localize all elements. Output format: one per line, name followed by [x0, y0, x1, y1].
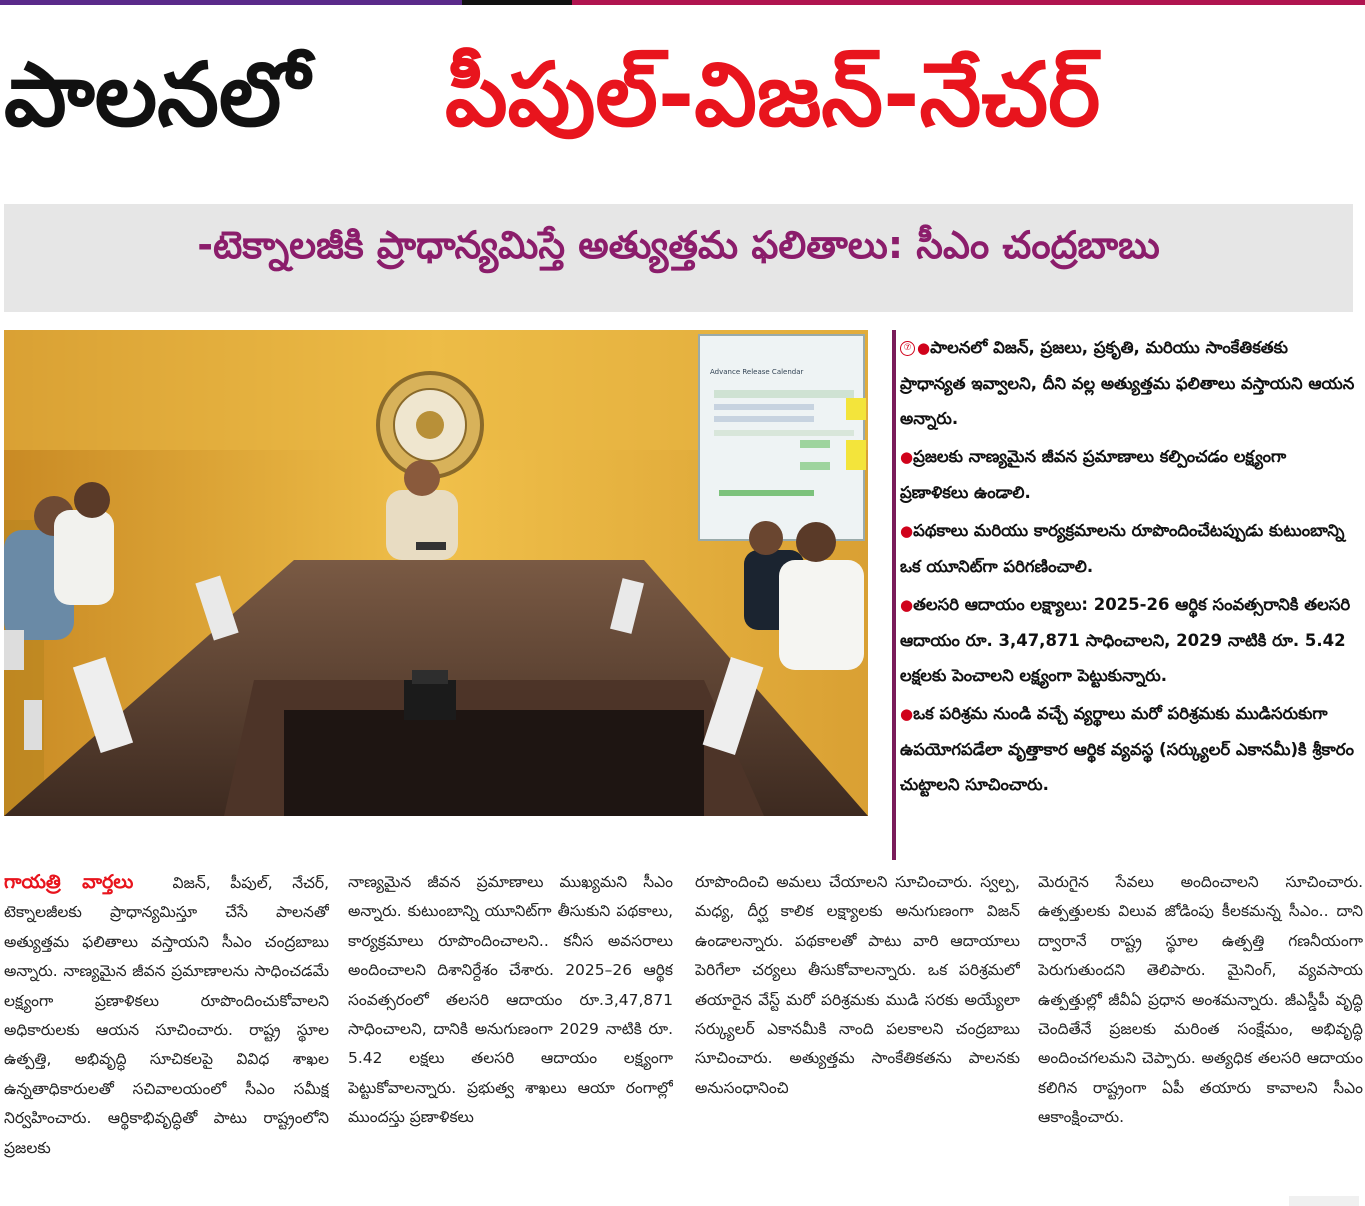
article-text: రూపొందించి అమలు చేయాలని సూచించారు. స్వల్ప, మధ్య, దీర్ఘ కాలిక లక్ష్యాలకు అనుగుణంగా విజన్ ఉండాలన్నారు. పథకాలతో పాటు వారి ఆదాయాలు పెరిగేలా చర్యలు తీసుకోవాలన్నారు. ఒక పరిశ్రమలో తయారైన వేస్ట్ మరో పరిశ్రమకు ముడి సరకు అయ్యేలా సర్క్యులర్ ఎకానమీకి నాంది పలకాలని చంద్రబాబు సూచించారు. అత్యుత్తమ సాంకేతికతను పాలనకు అనుసంధానించి [695, 873, 1020, 1097]
highlight-text: ఒక పరిశ్రమ నుండి వచ్చే వ్యర్థాలు మరో పరిశ్రమకు ముడిసరుకుగా ఉపయోగపడేలా వృత్తాకార ఆర్థిక వ్యవస్థ (సర్క్యులర్ ఎకానమీ)కి శ్రీకారం చుట్టాలని సూచించారు. [900, 704, 1354, 794]
bullet-icon: ● [900, 522, 914, 540]
article-text: విజన్, పీపుల్, నేచర్, టెక్నాలజీలకు ప్రాధాన్యమిస్తూ చేసే పాలనతో అత్యుత్తమ ఫలితాలు వస్తాయని సీఎం చంద్రబాబు అన్నారు. నాణ్యమైన జీవన ప్రమాణాలను సాధించడమే లక్ష్యంగా ప్రణాళికలు రూపొందించుకోవాలని అధికారులకు ఆయన సూచించారు. రాష్ట్ర స్థూల ఉత్పత్తి, అభివృద్ధి సూచికలపై వివిధ శాఖల ఉన్నతాధికారులతో సచివాలయంలో సీఎం సమీక్ష నిర్వహించారు. ఆర్థికాభివృద్ధితో పాటు రాష్ట్రంలోని ప్రజలకు [4, 874, 329, 1157]
meeting-photo [4, 330, 868, 816]
article-text: నాణ్యమైన జీవన ప్రమాణాలు ముఖ్యమని సీఎం అన్నారు. కుటుంబాన్ని యూనిట్‌గా తీసుకుని పథకాలు, కార్యక్రమాలు రూపొందించాలని.. కనీస అవసరాలు అందించాలని దిశానిర్దేశం చేశారు. 2025–26 ఆర్థిక సంవత్సరంలో తలసరి ఆదాయం రూ.3,47,871 సాధించాలని, దానికి అనుగుణంగా 2029 నాటికి రూ. 5.42 లక్షలు తలసరి ఆదాయం లక్ష్యంగా పెట్టుకోవాలన్నారు. ప్రభుత్వ శాఖలు ఆయా రంగాల్లో ముందస్తు ప్రణాళికలు [348, 873, 673, 1127]
bullet-icon: ● [900, 705, 914, 723]
highlight-item [900, 513, 1355, 584]
highlight-text: పాలనలో విజన్, ప్రజలు, ప్రకృతి, మరియు సాంకేతికతకు ప్రాధాన్యత ఇవ్వాలని, దీని వల్ల అత్యుత్తమ ఫలితాలు వస్తాయని ఆయన అన్నారు. [900, 338, 1355, 428]
highlights-divider [892, 330, 896, 860]
highlight-text: పథకాలు మరియు కార్యక్రమాలను రూపొందించేటప్పుడు కుటుంబాన్ని ఒక యూనిట్‌గా పరిగణించాలి. [900, 521, 1345, 576]
highlight-item [900, 330, 1355, 436]
highlight-item [900, 439, 1355, 510]
marker-icon: ⑦ [900, 341, 915, 356]
highlight-item [900, 696, 1355, 802]
highlight-item [900, 587, 1355, 693]
strip-purple [0, 0, 462, 5]
reporter-byline: గాయత్రి వార్తలు [4, 871, 134, 893]
strip-black [462, 0, 572, 5]
bullet-icon: ● [917, 339, 931, 357]
article-column-4 [1038, 868, 1363, 1198]
highlights-list [900, 330, 1355, 805]
headline-part1: పాలనలో [4, 43, 310, 146]
highlight-text: తలసరి ఆదాయం లక్ష్యాలు: 2025-26 ఆర్థిక సంవత్సరానికి తలసరి ఆదాయం రూ. 3,47,871 సాధించాలని, 2029 నాటికి రూ. 5.42 లక్షలకు పెంచాలని లక్ష్యంగా పెట్టుకున్నారు. [900, 595, 1351, 685]
article-column-2 [348, 868, 673, 1198]
bullet-icon: ● [900, 448, 914, 466]
headline-part2: పీపుల్-విజన్-నేచర్ [445, 43, 1101, 146]
bullet-icon: ● [900, 596, 914, 614]
presentation-screen [699, 335, 866, 540]
headline [0, 20, 1365, 170]
subheadline-band [4, 204, 1353, 312]
strip-red [572, 0, 1365, 5]
article-column-3 [695, 868, 1020, 1198]
screen-title: Advance Release Calendar [710, 368, 804, 376]
top-color-strip [0, 0, 1365, 5]
highlight-text: ప్రజలకు నాణ్యమైన జీవన ప్రమాణాలు కల్పించడం లక్ష్యంగా ప్రణాళికలు ఉండాలి. [900, 447, 1287, 502]
subheadline: -టెక్నాలజీకి ప్రాధాన్యమిస్తే అత్యుత్తమ ఫలితాలు: సీఎం చంద్రబాబు [197, 223, 1160, 267]
corner-mark [1289, 1196, 1359, 1206]
article-column-1 [4, 868, 329, 1198]
article-text: మెరుగైన సేవలు అందించాలని సూచించారు. ఉత్పత్తులకు విలువ జోడింపు కీలకమన్న సీఎం.. దాని ద్వారానే రాష్ట్ర స్థూల ఉత్పత్తి గణనీయంగా పెరుగుతుందని తెలిపారు. మైనింగ్, వ్యవసాయ ఉత్పత్తుల్లో జీవీఏ ప్రధాన అంశమన్నారు. జీఎస్డీపీ వృద్ధి చెందితేనే ప్రజలకు మరింత సంక్షేమం, అభివృద్ధి అందించగలమని చెప్పారు. అత్యధిక తలసరి ఆదాయం కలిగిన రాష్ట్రంగా ఏపీ తయారు కావాలని సీఎం ఆకాంక్షించారు. [1038, 873, 1363, 1127]
